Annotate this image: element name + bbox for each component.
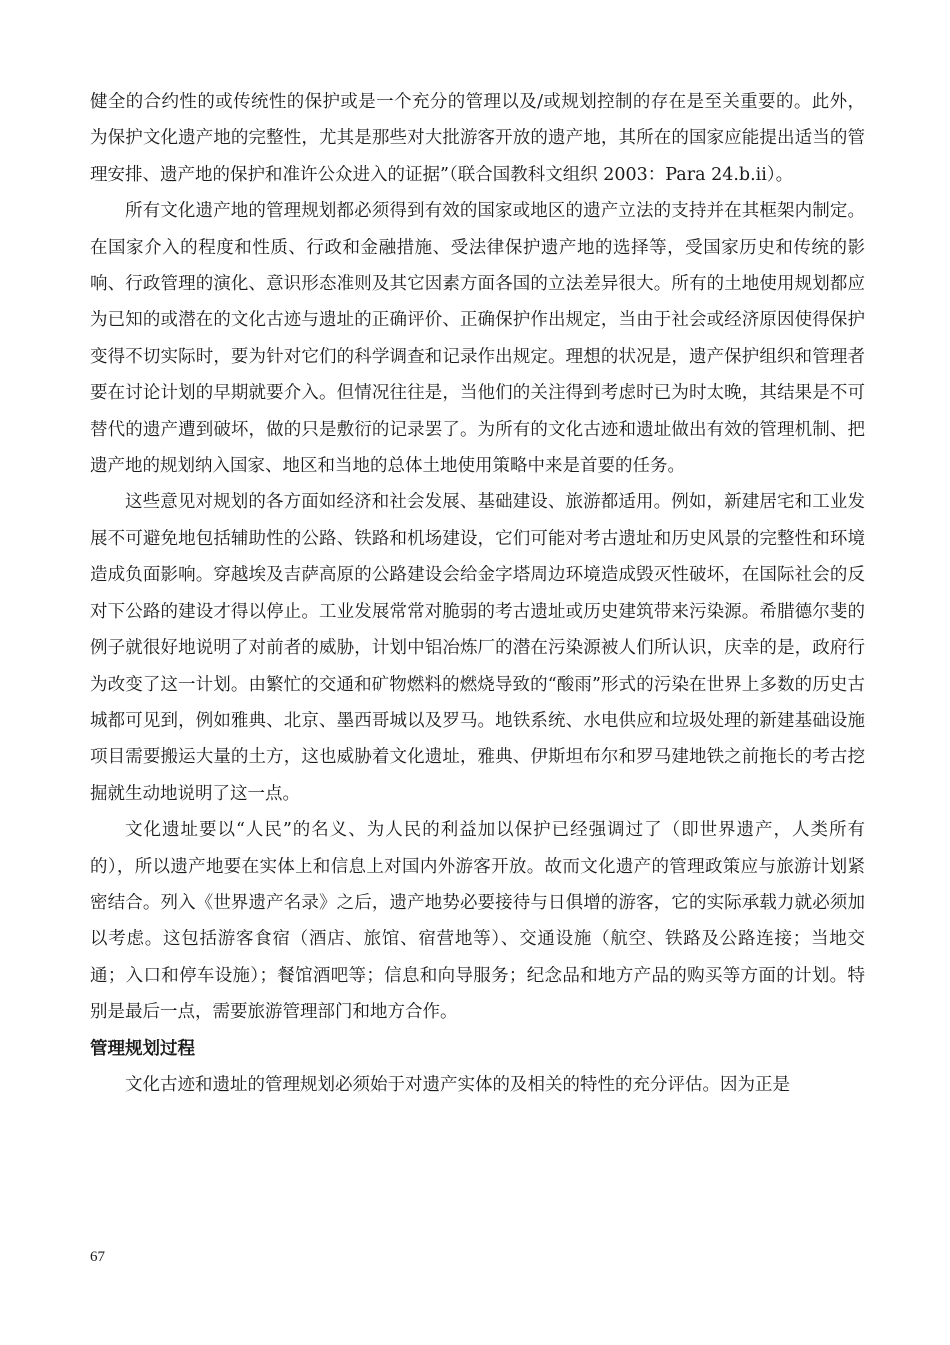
paragraph-5: 文化古迹和遗址的管理规划必须始于对遗产实体的及相关的特性的充分评估。因为正是 [125,1074,790,1095]
paragraph-4: 文化遗址要以“人民”的名义、为人民的利益加以保护已经强调过了（即世界遗产，人类所有的），所以遗产地要在实体上和信息上对国内外游客开放。故而文化遗产的管理政策应与旅游计划紧密结合。列入《世界遗产名录》之后，遗产地势必要接待与日俱增的游客，它的实际承载力就必须加以考虑。这包括游客食宿（酒店、旅馆、宿营地等）、交通设施（航空、铁路及公路连接；当地交通；入口和停车设施）；餐馆酒吧等；信息和向导服务；纪念品和地方产品的购买等方面的计划。特别是最后一点，需要旅游管理部门和地方合作。 [90,820,865,1023]
paragraph-2: 所有文化遗产地的管理规划都必须得到有效的国家或地区的遗产立法的支持并在其框架内制定。在国家介入的程度和性质、行政和金融措施、受法律保护遗产地的选择等，受国家历史和传统的影响、行政管理的演化、意识形态准则及其它因素方面各国的立法差异很大。所有的土地使用规划都应为已知的或潜在的文化古迹与遗址的正确评价、正确保护作出规定，当由于社会或经济原因使得保护变得不切实际时，要为针对它们的科学调查和记录作出规定。理想的状况是，遗产保护组织和管理者要在讨论计划的早期就要介入。但情况往往是，当他们的关注得到考虑时已为时太晚，其结果是不可替代的遗产遭到破坏，做的只是敷衍的记录罢了。为所有的文化古迹和遗址做出有效的管理机制、把遗产地的规划纳入国家、地区和当地的总体土地使用策略中来是首要的任务。 [90,201,865,477]
paragraph-3: 这些意见对规划的各方面如经济和社会发展、基础建设、旅游都适用。例如，新建居宅和工业发展不可避免地包括辅助性的公路、铁路和机场建设，它们可能对考古遗址和历史风景的完整性和环境造成负面影响。穿越埃及吉萨高原的公路建设会给金字塔周边环境造成毁灭性破坏，在国际社会的反对下公路的建设才得以停止。工业发展常常对脆弱的考古遗址或历史建筑带来污染源。希腊德尔斐的例子就很好地说明了对前者的威胁，计划中铝冶炼厂的潜在污染源被人们所认识，庆幸的是，政府行为改变了这一计划。由繁忙的交通和矿物燃料的燃烧导致的“酸雨”形式的污染在世界上多数的历史古城都可见到，例如雅典、北京、墨西哥城以及罗马。地铁系统、水电供应和垃圾处理的新建基础设施项目需要搬运大量的土方，这也威胁着文化遗址，雅典、伊斯坦布尔和罗马建地铁之前拖长的考古挖掘就生动地说明了这一点。 [90,492,865,804]
page-body [90,84,865,1103]
section-heading: 管理规划过程 [90,1038,195,1059]
paragraph-1: 健全的合约性的或传统性的保护或是一个充分的管理以及/或规划控制的存在是至关重要的。此外，为保护文化遗产地的完整性，尤其是那些对大批游客开放的遗产地，其所在的国家应能提出适当的管理安排、遗产地的保护和准许公众进入的证据”（联合国教科文组织 2003：Para 24.b.ii）。 [90,92,865,185]
page-number: 67 [90,1249,105,1265]
